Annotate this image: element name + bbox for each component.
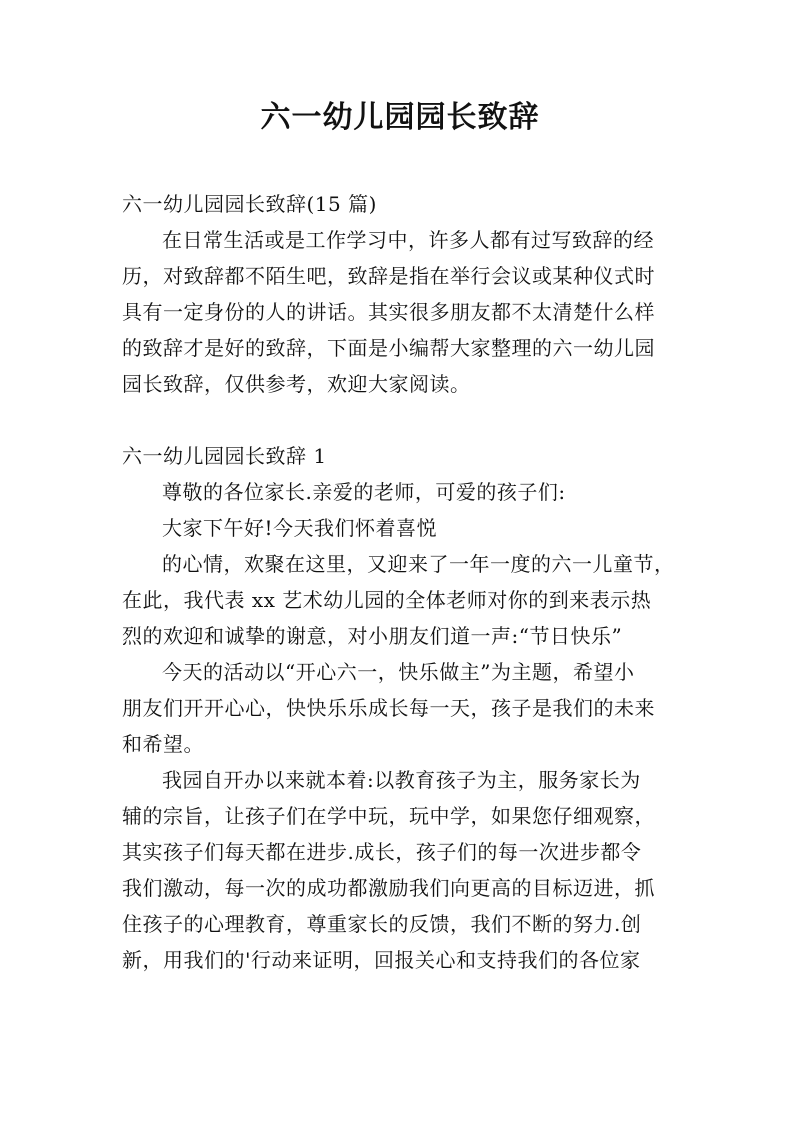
- document-subtitle: 六一幼儿园园长致辞(15 篇): [122, 192, 377, 216]
- intro-line-5: 园长致辞，仅供参考，欢迎大家阅读。: [122, 372, 471, 396]
- section-1-line-12: 我们激动，每一次的成功都激励我们向更高的目标迈进，抓: [122, 876, 655, 900]
- section-1-line-13: 住孩子的心理教育，尊重家长的反馈，我们不断的努力.创: [122, 912, 642, 936]
- section-1-heading: 六一幼儿园园长致辞 1: [122, 444, 327, 468]
- document-title: 六一幼儿园园长致辞: [260, 100, 540, 135]
- section-1-line-1: 尊敬的各位家长.亲爱的老师，可爱的孩子们:: [162, 480, 566, 504]
- section-1-line-5: 烈的欢迎和诚挚的谢意，对小朋友们道一声:“节日快乐”: [122, 624, 623, 648]
- intro-line-2: 历，对致辞都不陌生吧，致辞是指在举行会议或某种仪式时: [122, 264, 655, 288]
- document-body: [122, 186, 688, 978]
- section-1-line-10: 辅的宗旨，让孩子们在学中玩，玩中学，如果您仔细观察，: [122, 804, 655, 828]
- intro-line-1: 在日常生活或是工作学习中，许多人都有过写致辞的经: [162, 228, 654, 252]
- section-1-line-7: 朋友们开开心心，快快乐乐成长每一天，孩子是我们的未来: [122, 696, 655, 720]
- section-1-line-6: 今天的活动以“开心六一，快乐做主”为主题，希望小: [162, 660, 635, 684]
- section-1-line-8: 和希望。: [122, 732, 204, 756]
- section-1-line-14: 新，用我们的'行动来证明，回报关心和支持我们的各位家: [122, 948, 641, 972]
- intro-line-3: 具有一定身份的人的讲话。其实很多朋友都不太清楚什么样: [122, 300, 655, 324]
- section-1-line-3: 的心情，欢聚在这里，又迎来了一年一度的六一儿童节，: [162, 552, 675, 576]
- section-1-line-4: 在此，我代表 xx 艺术幼儿园的全体老师对你的到来表示热: [122, 588, 652, 612]
- intro-line-4: 的致辞才是好的致辞，下面是小编帮大家整理的六一幼儿园: [122, 336, 655, 360]
- section-1-line-2: 大家下午好!今天我们怀着喜悦: [162, 516, 438, 540]
- paragraph-gap: [122, 402, 688, 438]
- section-1-line-11: 其实孩子们每天都在进步.成长，孩子们的每一次进步都令: [122, 840, 642, 864]
- section-1-line-9: 我园自开办以来就本着:以教育孩子为主，服务家长为: [162, 768, 641, 792]
